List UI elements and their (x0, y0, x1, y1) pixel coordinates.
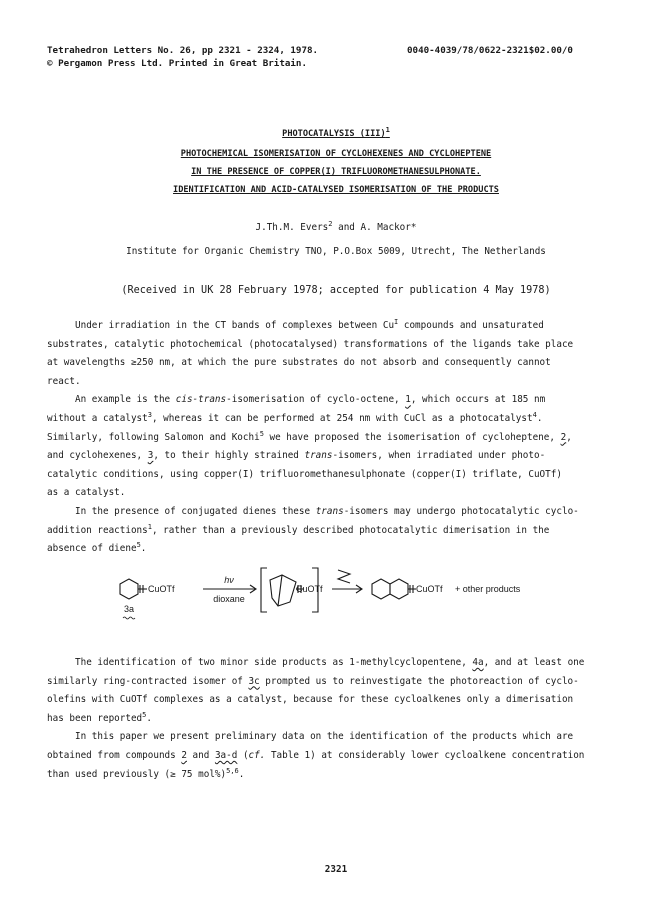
title-line-2: PHOTOCHEMICAL ISOMERISATION OF CYCLOHEXENES AND CYCLOHEPTENE (180, 149, 492, 159)
page-number: 2321 (324, 864, 348, 875)
reaction-scheme (110, 558, 570, 630)
compound-3a-label: 3a (123, 604, 135, 614)
publisher-line: © Pergamon Press Ltd. Printed in Great Britain. (47, 58, 307, 69)
authors: J.Th.M. Evers$^2$ and A. Mackor* (255, 220, 417, 233)
left-bracket (261, 568, 267, 612)
other-products-label: + other products (455, 584, 521, 594)
received-line: (Received in UK 28 February 1978; accepted for publication 4 May 1978) (121, 285, 551, 296)
body-paragraphs-2: The identification of two minor side products as 1-methylcyclopentene, 4a, and at least one similarly ring-contracted isomer of 3c prompted us to reinvestigate the photoreaction of cyclo- olefins with CuOTf complexes as a catalyst, because for these cycloalkenes only a dimerisation has been reported$^5$. In this paper we present preliminary data on the identification of the products which are obtained from compounds 2 and 3a-d (cf. Table 1) at considerably lower cycloalkene concentration than used previously (≥ 75 mol%)$^{5,6}$. (47, 657, 585, 780)
arrow-condition-light: hν (224, 575, 234, 585)
bicycle-ring-2 (390, 579, 408, 599)
cyclohexene-ring (120, 579, 138, 599)
bicycle-ring-1 (372, 579, 390, 599)
trans-ring (270, 575, 296, 606)
title-line-1: PHOTOCATALYSIS (III)$^1$ (282, 126, 390, 139)
diene (338, 570, 350, 583)
title-line-4: IDENTIFICATION AND ACID-CATALYSED ISOMERISATION OF THE PRODUCTS (173, 185, 499, 195)
product-label: CuOTf (416, 584, 443, 594)
journal-line: Tetrahedron Letters No. 26, pp 2321 - 2324, 1978. (47, 45, 319, 56)
reactant-label: CuOTf (148, 584, 175, 594)
body-paragraphs-1: Under irradiation in the CT bands of complexes between $Cu^I$ compounds and unsaturated substrates, catalytic photochemical (photocatalysed) transformations of the ligands take place at wavelengths ≥250 nm, at which the pure substrates do not absorb and consequently cannot react. An example is the cis-trans-isomerisation of cyclo-octene, 1, which occurs at 185 nm without a catalyst$^3$, whereas it can be performed at 254 nm with CuCl as a photocatalyst$^4$. Similarly, following Salomon and Kochi$^5$ we have proposed the isomerisation of cycloheptene, 2, and cyclohexenes, 3, to their highly strained trans-isomers, when irradiated under photo- catalytic conditions, using copper(I) trifluoromethanesulphonate (copper(I) triflate, CuOTf) as a catalyst. In the presence of conjugated dienes these trans-isomers may undergo photocatalytic cyclo- addition reactions$^1$, rather than a previously described photocatalytic dimerisation in the absence of diene$^5$. (47, 318, 579, 555)
title-line-3: IN THE PRESENCE OF COPPER(I) TRIFLUOROMETHANESULPHONATE. (191, 167, 481, 177)
intermediate-label: CuOTf (296, 584, 323, 594)
affiliation: Institute for Organic Chemistry TNO, P.O.Box 5009, Utrecht, The Netherlands (126, 246, 546, 257)
article-code: 0040-4039/78/0622-2321$02.00/0 (407, 45, 573, 56)
arrow-condition-solvent: dioxane (213, 594, 245, 604)
